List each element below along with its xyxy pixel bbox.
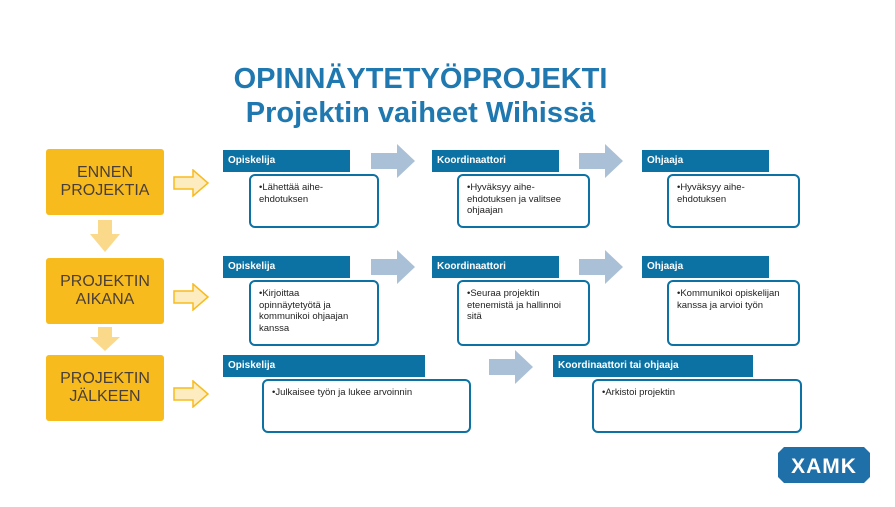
step-box-student	[249, 174, 379, 228]
flow-arrow-icon	[579, 144, 623, 178]
flow-arrow-icon	[579, 250, 623, 284]
step-text: •Hyväksyy aihe- ehdotuksen	[677, 182, 745, 205]
step-header-student: Opiskelija	[223, 256, 350, 278]
step-box-supervisor	[667, 280, 800, 346]
step-header-coordinator-or-supervisor: Koordinaattori tai ohjaaja	[553, 355, 753, 377]
step-box-coordinator-or-supervisor	[592, 379, 802, 433]
step-header-supervisor: Ohjaaja	[642, 256, 769, 278]
step-text: •Arkistoi projektin	[602, 387, 676, 398]
phase-during: PROJEKTIN AIKANA	[46, 258, 164, 324]
flow-arrow-icon	[371, 250, 415, 284]
phase-before: ENNEN PROJEKTIA	[46, 149, 164, 215]
flow-arrow-icon	[489, 350, 533, 384]
step-header-supervisor: Ohjaaja	[642, 150, 769, 172]
step-header-coordinator: Koordinaattori	[432, 150, 559, 172]
step-text: •Kirjoittaa opinnäytetyötä ja kommunikoi ohjaajan kanssa	[259, 288, 349, 334]
step-box-student	[249, 280, 379, 346]
right-arrow-icon	[173, 169, 209, 197]
step-text: •Seuraa projektin etenemistä ja hallinnoi sitä	[467, 288, 562, 322]
step-box-coordinator	[457, 174, 590, 228]
phase-after: PROJEKTIN JÄLKEEN	[46, 355, 164, 421]
step-box-supervisor	[667, 174, 800, 228]
title-line-1: OPINNÄYTETYÖPROJEKTI	[233, 63, 608, 95]
step-header-student: Opiskelija	[223, 355, 425, 377]
step-text: •Kommunikoi opiskelijan kanssa ja arvioi työn	[677, 288, 780, 311]
step-header-student: Opiskelija	[223, 150, 350, 172]
step-box-student	[262, 379, 471, 433]
xamk-logo	[778, 447, 870, 483]
step-header-coordinator: Koordinaattori	[432, 256, 559, 278]
step-text: •Lähettää aihe- ehdotuksen	[259, 182, 324, 205]
title-line-2: Projektin vaiheet Wihissä	[245, 97, 596, 129]
svg-text:XAMK: XAMK	[791, 455, 857, 478]
right-arrow-icon	[173, 380, 209, 408]
step-text: •Hyväksyy aihe- ehdotuksen ja valitsee ohjaajan	[467, 182, 562, 216]
step-box-coordinator	[457, 280, 590, 346]
step-text: •Julkaisee työn ja lukee arvoinnin	[272, 387, 413, 398]
down-arrow-icon	[90, 327, 120, 351]
right-arrow-icon	[173, 283, 209, 311]
down-arrow-icon	[90, 220, 120, 252]
flow-arrow-icon	[371, 144, 415, 178]
